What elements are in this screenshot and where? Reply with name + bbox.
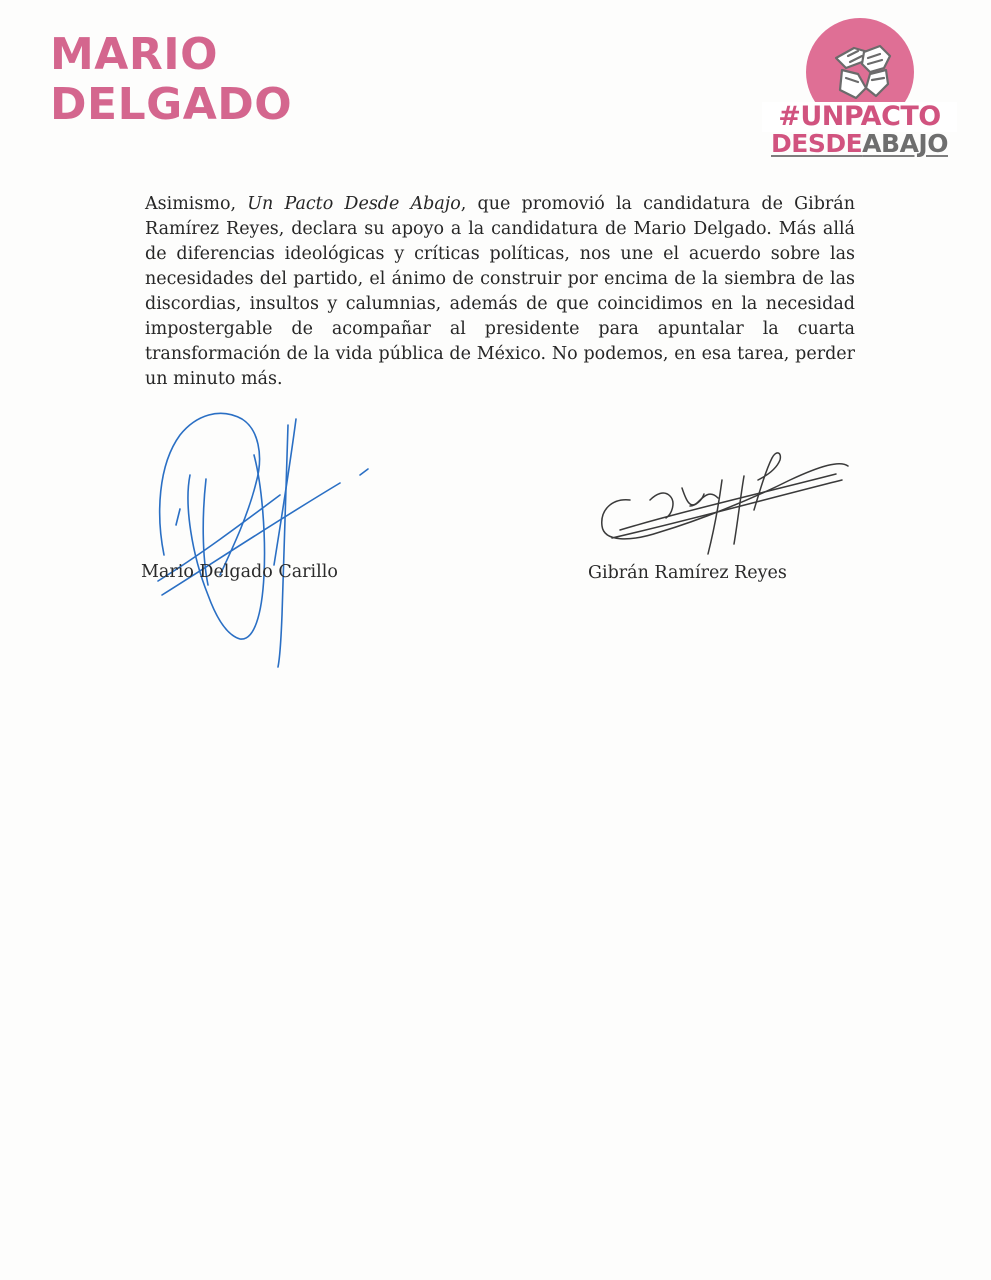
signature-gibran-ramirez <box>590 440 860 570</box>
logo-hashtag-line2 <box>762 130 957 158</box>
logo-line2-part1: DESDE <box>771 129 863 158</box>
candidate-name-header <box>50 30 292 130</box>
paragraph-emphasis: Un Pacto Desde Abajo <box>247 194 461 214</box>
unpacto-logo <box>762 18 957 163</box>
signatory-left-name: Mario Delgado Carillo <box>141 562 338 582</box>
candidate-name-line2: DELGADO <box>50 79 293 130</box>
logo-line2-part2: ABAJO <box>862 129 948 158</box>
logo-hashtag-line1: #UNPACTO <box>762 102 957 132</box>
signature-mario-delgado <box>150 405 390 675</box>
signatory-right-name: Gibrán Ramírez Reyes <box>588 563 787 583</box>
paragraph-intro: Asimismo, <box>145 194 248 214</box>
statement-paragraph <box>145 192 855 392</box>
paragraph-body: , que promovió la candidatura de Gibrán Ramírez Reyes, declara su apoyo a la candidatura de Mario Delgado. Más allá de diferencias ideológicas y críticas políticas, nos une el acuerdo sobre las necesidades del partido, el ánimo de construir por encima de la siembra de las discordias, insultos y calumnias, además de que coincidimos en la necesidad impostergable de acompañar al presidente para apuntalar la cuarta transformación de la vida pública de México. No podemos, en esa tarea, perder un minuto más. <box>145 194 855 389</box>
candidate-name-line1: MARIO <box>50 29 218 80</box>
